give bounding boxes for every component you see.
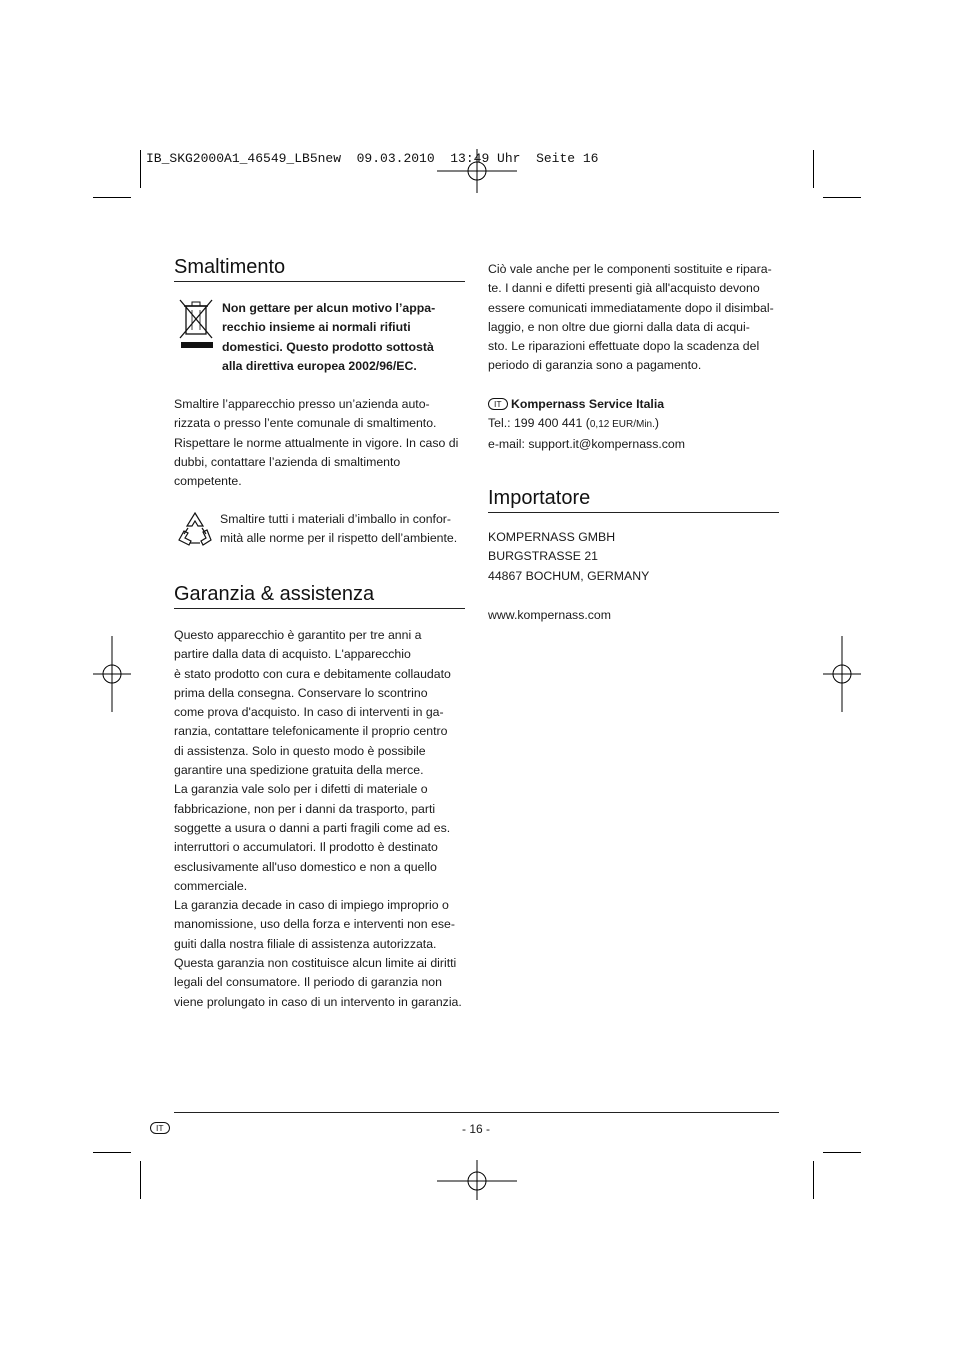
crossed-out-bin-icon [178,298,214,350]
service-name: Kompernass Service Italia [510,397,665,411]
importer-address: KOMPERNASS GMBH BURGSTRASSE 21 44867 BOCHUM, GERMANY [488,530,650,583]
service-email[interactable]: e-mail: support.it@kompernass.com [488,436,686,451]
service-contact [488,395,685,454]
recycle-notice: Smaltire tutti i materiali d’imballo in confor- mità alle norme per il rispetto dell’ambiente. [220,512,458,546]
weee-notice: Non gettare per alcun motivo l’appa- recchio insieme ai normali rifiuti domestici. Questo prodotto sottostà alla direttiva europea 2002/96/EC. [222,301,436,373]
section-title-importatore: Importatore [488,487,591,509]
section-rule [174,281,465,282]
recycling-icon [176,510,214,548]
footer-country-badge: IT [150,1122,170,1134]
country-badge: IT [488,398,508,410]
section-rule [174,608,465,609]
registration-mark-right-icon [823,636,863,716]
registration-mark-left-icon [93,636,133,716]
registration-mark-bottom-icon [437,1160,517,1202]
section-rule [488,512,779,513]
importer-website[interactable]: www.kompernass.com [488,608,612,622]
disposal-paragraph: Smaltire l’apparecchio presso un’azienda auto- rizzata o presso l’ente comunale di smaltimento. Rispettare le norme attualmente in vigore. In caso di dubbi, contattare l’azienda di smaltimento competente. [174,397,459,489]
warranty-continued-paragraph: Ciò vale anche per le componenti sostituite e ripara- te. I danni e difetti presenti già all'acquisto devono essere comunicati immediatamente dopo il disimbal- laggio, e non oltre due giorni dalla data di acqui- sto. Le riparazioni effettuate dopo la scadenza del periodo di garanzia sono a pagamento. [488,262,774,373]
registration-mark-top-icon [437,149,517,209]
section-title-smaltimento: Smaltimento [174,256,286,278]
page-number: - 16 - [462,1122,491,1136]
footer-rule [174,1112,779,1113]
service-phone: Tel.: 199 400 441 (0,12 EUR/Min.) [488,416,660,431]
warranty-paragraph: Questo apparecchio è garantito per tre anni a partire dalla data di acquisto. L'apparecchio è stato prodotto con cura e debitamente collaudato prima della consegna. Conservare lo scontrino come prova d'acquisto. In caso di interventi in ga- ranzia, contattare telefonicamente il proprio centro di assistenza. Solo in questo modo è possibile garantire una spedizione gratuita della merce. La garanzia vale solo per i difetti di materiale o fabbricazione, non per i danni da trasporto, parti soggette a usura o danni a parti fragili come ad es. interruttori o accumulatori. Il prodotto è destinato esclusivamente all'uso domestico e non a quello commerciale. La garanzia decade in caso di impiego improprio o manomissione, uso della forza e interventi non ese- guiti dalla nostra filiale di assistenza autorizzata. Questa garanzia non costituisce alcun limite ai diritti legali del consumatore. Il periodo di garanzia non viene prolungato in caso di un intervento in garanzia. [174,628,462,1009]
print-slug: IB_SKG2000A1_46549_LB5new 09.03.2010 13:49 Uhr Seite 16 [146,151,599,166]
section-title-garanzia: Garanzia & assistenza [174,583,375,605]
